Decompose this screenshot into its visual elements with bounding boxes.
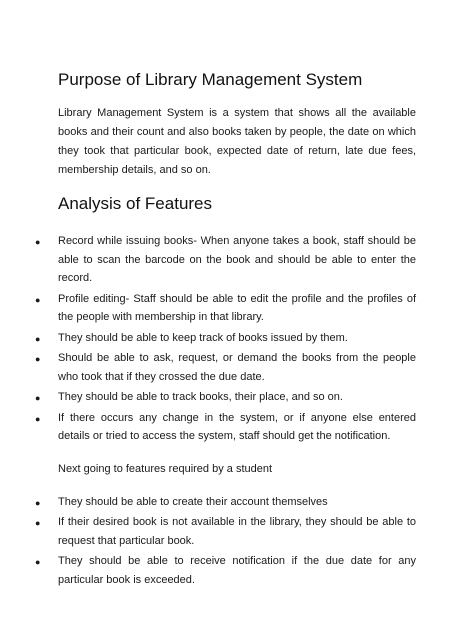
- list-item-text: Record while issuing books- When anyone takes a book, staff should be able to scan the barcode on the book and should be able to enter the record.: [58, 235, 416, 284]
- list-item-text: They should be able to track books, their place, and so on.: [58, 391, 343, 403]
- list-item: [35, 513, 416, 550]
- list-item: [35, 493, 416, 512]
- bullet-icon: ●: [35, 497, 41, 508]
- list-item-text: Should be able to ask, request, or demand the books from the people who took that if they crossed the due date.: [58, 352, 416, 383]
- list-item-text: They should be able to create their account themselves: [58, 495, 328, 508]
- list-item: [35, 329, 416, 348]
- list-item: [35, 232, 416, 288]
- list-item-text: They should be able to receive notification if the due date for any particular book is exceeded.: [58, 555, 416, 586]
- bullet-icon: ●: [35, 294, 41, 305]
- list-item-text: They should be able to keep track of books issued by them.: [58, 331, 348, 344]
- heading-analysis: Analysis of Features: [58, 194, 213, 213]
- feature-list: [35, 232, 416, 446]
- bullet-icon: ●: [35, 333, 41, 344]
- heading-purpose: Purpose of Library Management System: [58, 70, 363, 89]
- list-item-text: If there occurs any change in the system, or if anyone else entered details or tried to access the system, staff should get the notification.: [58, 411, 416, 442]
- list-item: [35, 349, 416, 386]
- bullet-icon: ●: [35, 393, 41, 403]
- bullet-icon: ●: [35, 413, 41, 424]
- bullet-icon: ●: [35, 237, 41, 247]
- intro-paragraph: Library Management System is a system that shows all the available books and their count and also books taken by people, the date on which they took that particular book, expected date of return, late due fees, membership details, and so on.: [58, 107, 416, 176]
- bullet-icon: ●: [35, 518, 41, 528]
- list-item: [35, 409, 416, 446]
- list-item: [35, 290, 416, 327]
- student-feature-list: [35, 493, 416, 590]
- list-item: [35, 552, 416, 589]
- list-item-text: Profile editing- Staff should be able to edit the profile and the profiles of the people with membership in that library.: [58, 292, 416, 323]
- student-intro: Next going to features required by a student: [58, 462, 273, 475]
- list-item-text: If their desired book is not available in the library, they should be able to request that particular book.: [58, 516, 416, 547]
- bullet-icon: ●: [35, 557, 41, 567]
- bullet-icon: ●: [35, 354, 41, 364]
- list-item: [35, 388, 416, 407]
